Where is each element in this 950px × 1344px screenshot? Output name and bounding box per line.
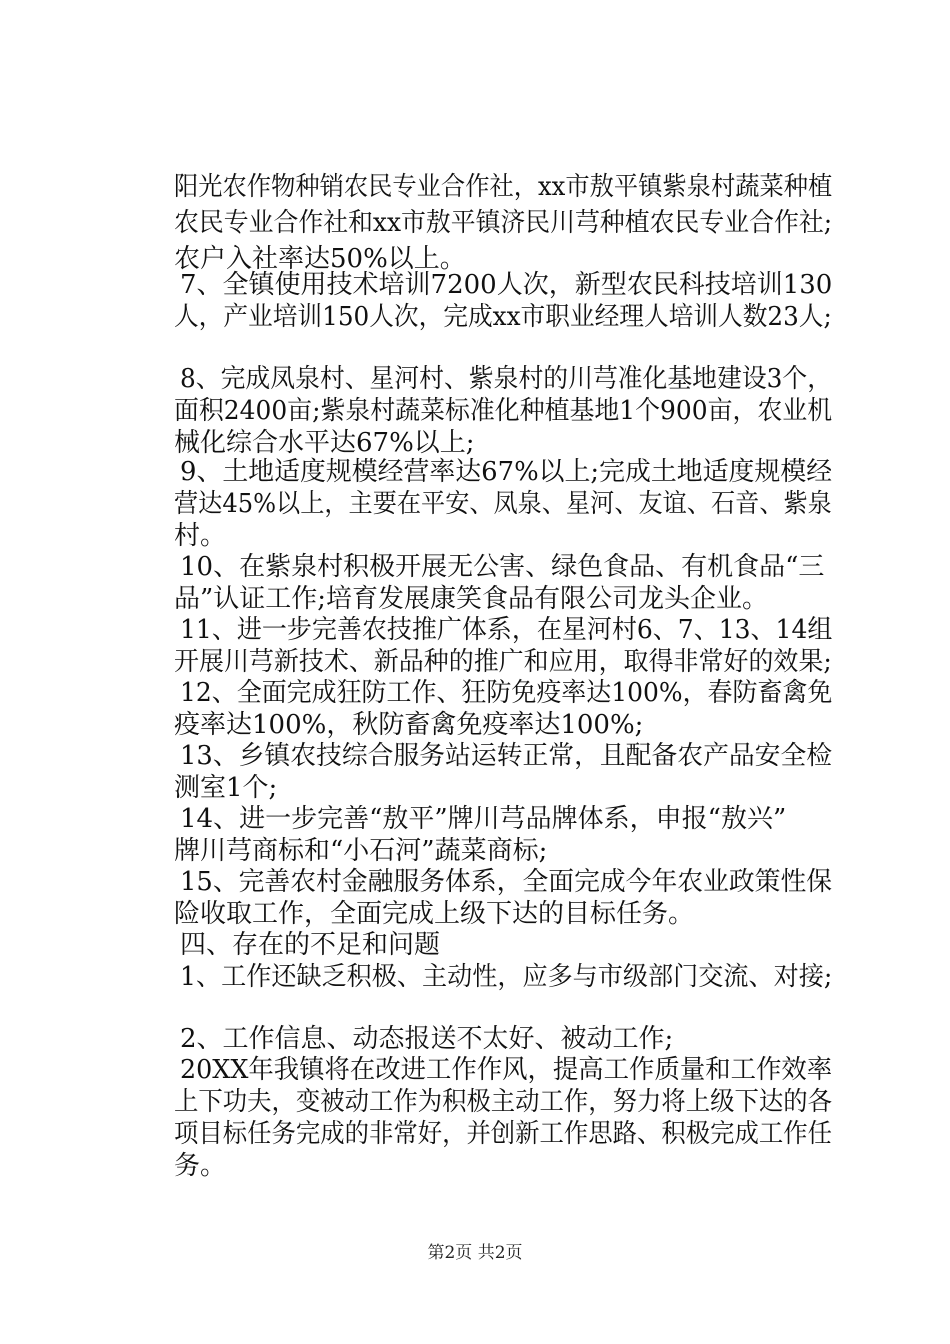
text-line: 农民专业合作社和xx市敖平镇济民川芎种植农民专业合作社; [174,208,833,238]
text-line: 村。 [174,521,227,551]
paragraph-15-line-1: 15、完善农村金融服务体系，全面完成今年农业政策性保 [180,867,833,897]
text-line: 品”认证工作;培育发展康笑食品有限公司龙头企业。 [174,584,769,614]
text-line: 面积2400亩;紫泉村蔬菜标准化种植基地1个900亩，农业机 [174,396,833,426]
text-line: 人，产业培训150人次，完成xx市职业经理人培训人数23人; [174,302,832,332]
text-line: 险收取工作，全面完成上级下达的目标任务。 [174,899,695,929]
text-line: 牌川芎商标和“小石河”蔬菜商标; [174,836,548,866]
paragraph-13-line-1: 13、乡镇农技综合服务站运转正常，且配备农产品安全检 [180,741,833,771]
issue-1-line: 1、工作还缺乏积极、主动性，应多与市级部门交流、对接; [180,962,833,992]
paragraph-14-line-1: 14、进一步完善“敖平”牌川芎品牌体系，申报“敖兴” [180,804,787,834]
paragraph-10-line-1: 10、在紫泉村积极开展无公害、绿色食品、有机食品“三 [180,552,825,582]
issue-2-line: 2、工作信息、动态报送不太好、被动工作; [180,1024,674,1054]
page-footer: 第2页 共2页 [427,1243,523,1263]
text-line: 上下功夫，变被动工作为积极主动工作，努力将上级下达的各 [174,1087,832,1117]
text-line: 阳光农作物种销农民专业合作社，xx市敖平镇紫泉村蔬菜种植 [174,172,833,202]
text-line: 农户入社率达50%以上。 [174,244,466,274]
paragraph-11-line-1: 11、进一步完善农技推广体系，在星河村6、7、13、14组 [180,615,833,645]
text-line: 械化综合水平达67%以上; [174,428,475,458]
text-line: 项目标任务完成的非常好，并创新工作思路、积极完成工作任 [174,1119,832,1149]
paragraph-9-line-1: 9、土地适度规模经营率达67%以上;完成土地适度规模经 [180,457,833,487]
text-line: 务。 [174,1151,227,1181]
text-line: 开展川芎新技术、新品种的推广和应用，取得非常好的效果; [174,647,832,677]
paragraph-12-line-1: 12、全面完成狂防工作、狂防免疫率达100%，春防畜禽免 [180,678,833,708]
section-heading: 四、存在的不足和问题 [180,930,441,960]
plan-paragraph-line-1: 20XX年我镇将在改进工作作风，提高工作质量和工作效率 [180,1055,833,1085]
text-line: 营达45%以上，主要在平安、凤泉、星河、友谊、石音、紫泉 [174,489,832,519]
paragraph-7-line-1: 7、全镇使用技术培训7200人次，新型农民科技培训130 [180,270,833,300]
paragraph-8-line-1: 8、完成凤泉村、星河村、紫泉村的川芎准化基地建设3个， [180,364,833,394]
text-line: 测室1个; [174,773,278,803]
text-line: 疫率达100%，秋防畜禽免疫率达100%; [174,710,644,740]
